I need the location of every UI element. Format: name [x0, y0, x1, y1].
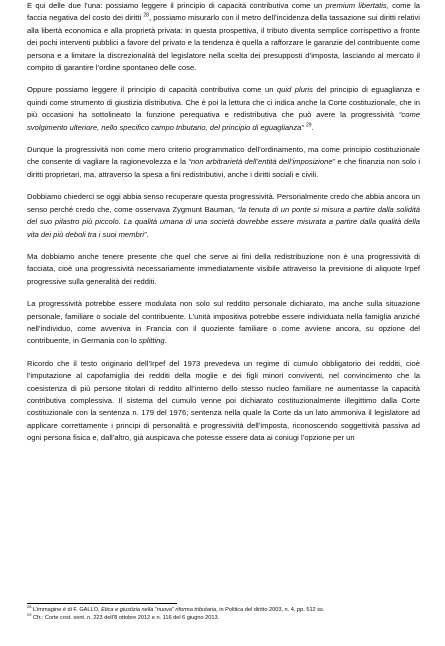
paragraph	[27, 251, 420, 288]
italic-text: quid pluris	[276, 85, 313, 95]
footnote-reference: 28	[143, 12, 149, 19]
italic-text: premium libertatis	[325, 1, 387, 10]
footnote-separator	[27, 603, 177, 604]
text-run: Ma dobbiamo anche tenere presente che quel che serve ai fini della redistribuzione non è una progressività di facciata, cioè una progressività necessariamente immediatamente visibile attraverso la previsione di aliquote Irpef progressive sulla generalità dei redditi.	[27, 251, 420, 286]
italic-text: “la tenuta di un ponte si misura a partire dalla solidità del suo pilastro più piccolo. La qualità umana di una società dovrebbe essere misurata a partire dalla qualità della vita dei più deboli tra i suoi membri”	[27, 204, 420, 239]
italic-text: splitting	[138, 336, 165, 346]
text-run: , possiamo misurarlo con il metro dell’incidenza della tassazione sui diritti relativi alla libertà economica e alla proprietà privata: in questa prospettiva, il tributo diventa semplice corrispettivo a fronte dei pochi interventi pubblici a favore del privato e la tendenza è quella a rafforzare le garanzie del contribuente come persona e a limitare la discrezionalità del legislatore nella scelta dei presupposti d’imposta, lasciando al mercato il compito di garantire l’ordine spontaneo delle cose.	[27, 13, 420, 73]
text-run: .	[164, 336, 167, 346]
footnote-reference: 28	[27, 604, 32, 610]
footnote-reference: 29	[27, 611, 32, 617]
text-run: .	[146, 229, 149, 239]
paragraph	[27, 298, 420, 348]
footnote	[27, 604, 420, 615]
paragraph	[27, 144, 420, 181]
text-run: , in Politica del diritto 2003, n. 4, pp. 512 ss.	[216, 607, 325, 613]
paragraph	[27, 191, 420, 241]
italic-text: Etica e giustizia nella “nuova” riforma tributaria	[101, 607, 217, 613]
italic-text: “come svolgimento ulteriore, nello specifico campo tributario, del principio di eguaglianza”	[27, 110, 420, 132]
body-text	[27, 0, 420, 445]
footnote-reference: 29	[306, 122, 312, 129]
italic-text: “non arbitrarietà dell’entità dell’imposizione”	[188, 157, 336, 167]
text-run: L’immagine è di F. GALLO,	[31, 607, 102, 613]
footnotes	[27, 604, 420, 622]
text-run: Ricordo che il testo originario dell’Irpef del 1973 prevedeva un regime di cumulo obbligatorio dei redditi, cioè l’imputazione al capofamiglia dei redditi della moglie e dei figli minori conviventi, nel convincimento che la coesistenza di più persone titolari di reddito all’interno dello stesso nucleo familiare ne aumentasse la capacità contributiva complessiva. Il sistema del cumulo venne poi dichiarato costituzionalmente illegittimo dalla Corte costituzionale con la sentenza n. 179 del 1976; sentenza nella quale la Corte da un lato ammoniva il legislatore ad applicare correttamente i principi di personalità e progressività dell’imposta, riconoscendo soggettività passiva ad ogni persona fisica e, dall’altro, già auspicava che potesse essere data ai coniugi l’opzione per un	[27, 358, 420, 443]
text-run: e che finanzia non solo i diritti proprietari, ma, attraverso la spesa a fini redistributivi, anche i diritti sociali e civili.	[27, 157, 420, 179]
text-run: Oppure possiamo leggere il principio di capacità contributiva come un	[27, 85, 277, 95]
paragraph	[27, 0, 420, 74]
paragraph	[27, 358, 420, 445]
text-run: Dunque la progressività non come mero criterio programmatico dell’ordinamento, ma come principio costituzionale che consente di vagliare la ragionevolezza e la	[27, 145, 420, 167]
text-run: E qui delle due l’una: possiamo leggere il principio di capacità contributiva come un	[27, 1, 326, 10]
text-run: Dobbiamo chiederci se oggi abbia senso recuperare questa progressività. Personalmente credo che abbia ancora un senso perché credo che, come osservava Zygmunt Bauman,	[27, 192, 421, 214]
text-run: del principio di eguaglianza e quindi come strumento di giustizia distributiva. Che è poi la lettura che ci indica anche la Corte costituzionale, che in più occasioni ha sottolineato la funzione perequativa e redistributiva che può avere la progressività	[27, 85, 420, 120]
text-run: La progressività potrebbe essere modulata non solo sul reddito personale dichiarato, ma anche sulla situazione personale, familiare o sociale del contribuente. L’unità impositiva potrebbe essere individuata nella famiglia anziché nell’individuo, come avveniva in Francia con il quoziente familiare o come avviene ancora, su opzione del contribuente, in Germania con lo	[27, 299, 420, 346]
text-run: , come la faccia negativa del costo dei diritti	[27, 1, 420, 23]
paragraph	[27, 84, 420, 134]
text-run: Cfr.: Corte cost. sent. n. 223 dell’8 ottobre 2012 e n. 116 del 6 giugno 2013.	[31, 614, 220, 621]
footnote	[27, 611, 420, 623]
text-run: .	[311, 122, 314, 132]
